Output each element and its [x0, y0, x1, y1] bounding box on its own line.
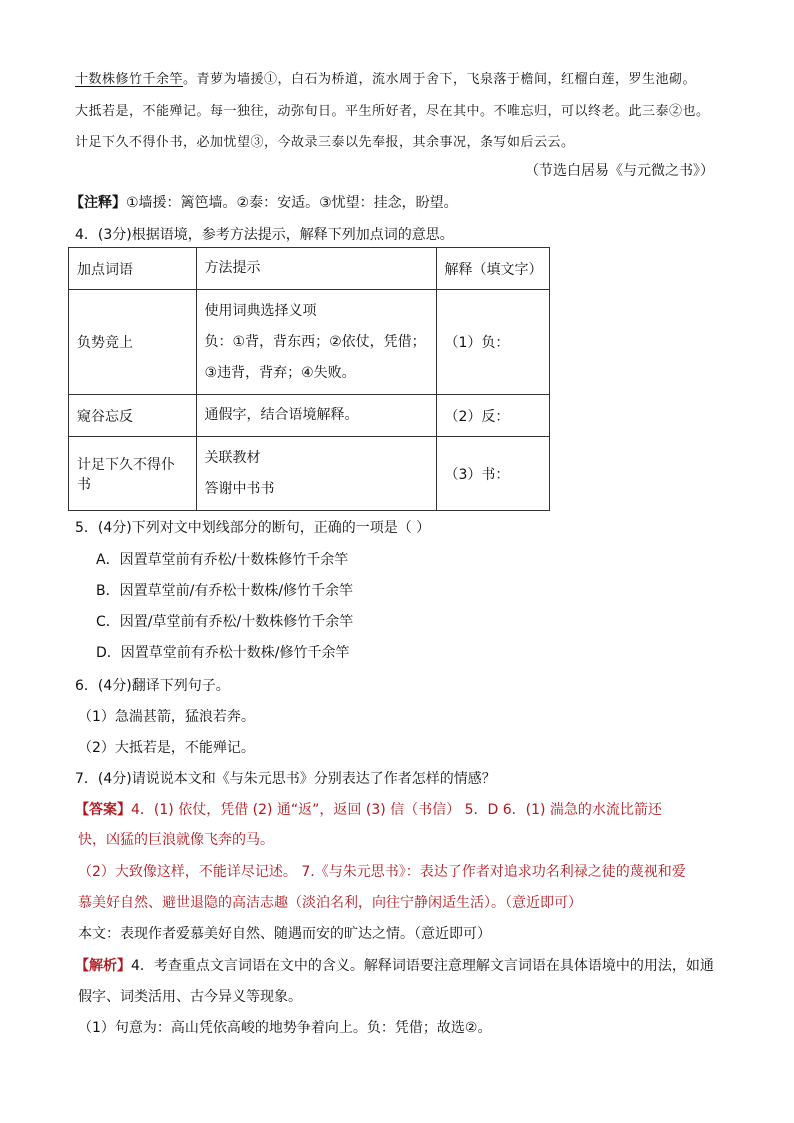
q6-item-1: （1）急湍甚箭，猛浪若奔。 [78, 709, 255, 725]
answer-text-1: 4．(1) 依仗，凭借 (2) 通“返”，返回 (3) 信（书信） 5．D 6．(1) 湍急的水流比箭还 [131, 802, 662, 818]
q4-header-word: 加点词语 [69, 248, 197, 290]
hint-line: 答谢中书书 [204, 480, 275, 497]
q4-row-2-hint [196, 395, 436, 437]
analysis-line-3: （1）句意为：高山凭依高峻的地势争着向上。负：凭借；故选②。 [78, 1020, 492, 1036]
hint-line: 使用词典选择义项 [204, 302, 317, 319]
q6-title: 6．(4分)翻译下列句子。 [75, 678, 230, 694]
notes [70, 192, 458, 212]
passage-source: （节选白居易《与元微之书》） [525, 163, 714, 179]
q4-row-3-hint [196, 437, 436, 511]
q5-option-a[interactable]: A．因置草堂前有乔松/十数株修竹千余竿 [96, 552, 349, 568]
q4-row-3-answer[interactable]: （3）书： [436, 437, 550, 511]
q4-table [68, 247, 550, 511]
q5-title: 5．(4分)下列对文中划线部分的断句，正确的一项是（ ） [75, 520, 431, 536]
q4-header-answer: 解释（填文字） [436, 248, 550, 290]
q4-header-row [69, 248, 550, 290]
hint-line: 关联教材 [204, 449, 261, 466]
q5-option-b[interactable]: B．因置草堂前/有乔松十数株/修竹千余竿 [96, 583, 354, 599]
answer-line-1 [75, 799, 662, 819]
analysis-line-2: 假字、词类活用、古今异义等现象。 [78, 989, 302, 1005]
hint-line: 通假字，结合语境解释。 [204, 407, 359, 423]
answer-line-3: （2）大致像这样，不能详尽记述。 7.《与朱元思书》：表达了作者对追求功名利禄之徒的蔑视和爱 [78, 864, 686, 880]
analysis-label: 【解析】 [75, 958, 131, 974]
q4-row-3 [69, 437, 550, 511]
answer-label: 【答案】 [75, 802, 131, 818]
q7-title: 7．(4分)请说说本文和《与朱元思书》分别表达了作者怎样的情感？ [75, 771, 496, 787]
q6-item-2: （2）大抵若是，不能殚记。 [78, 740, 255, 756]
q5-option-c[interactable]: C．因置/草堂前有乔松/十数株修竹千余竿 [96, 614, 354, 630]
analysis-text-1: 4．考查重点文言词语在文中的含义。解释词语要注意理解文言词语在具体语境中的用法，如通 [131, 958, 714, 974]
passage-line-1 [75, 68, 696, 87]
answer-line-5: 本文：表现作者爱慕美好自然、随遇而安的旷达之情。（意近即可） [78, 926, 491, 942]
passage-line-1-rest: 。青萝为墙援①，白石为桥道，流水周于舍下，飞泉落于檐间，红榴白莲，罗生池砌。 [183, 72, 697, 87]
q4-header-hint: 方法提示 [196, 248, 436, 290]
q4-row-1-hint [196, 290, 436, 395]
underlined-phrase: 十数株修竹千余竿 [75, 72, 184, 87]
q4-row-2 [69, 395, 550, 437]
q4-row-1-answer[interactable]: （1）负： [436, 290, 550, 395]
hint-line: ③违背，背弃；④失败。 [204, 364, 356, 381]
notes-label: 【注释】 [70, 195, 126, 211]
q4-row-2-answer[interactable]: （2）反： [436, 395, 550, 437]
hint-line: 负：①背，背东西；②依仗，凭借； [204, 333, 426, 350]
q4-row-1-word: 负势竞上 [69, 290, 197, 395]
q4-row-2-word: 窥谷忘反 [69, 395, 197, 437]
answer-line-4: 慕美好自然、避世退隐的高洁志趣（淡泊名利，向往宁静闲适生活）。（意近即可） [78, 895, 582, 911]
notes-text: ①墙援：篱笆墙。②泰：安适。③忧望：挂念，盼望。 [126, 195, 458, 211]
q4-title: 4．(3分)根据语境，参考方法提示，解释下列加点词的意思。 [75, 227, 454, 243]
passage-line-3: 计足下久不得仆书，必加忧望③，今故录三泰以先奉报，其余事况，条写如后云云。 [75, 135, 575, 150]
passage-line-2: 大抵若是，不能殚记。每一独往，动弥旬日。平生所好者，尽在其中。不唯忘归，可以终老。此三泰②也。 [75, 104, 710, 119]
q4-row-3-word: 计足下久不得仆书 [69, 437, 197, 511]
analysis-line-1 [75, 955, 714, 975]
q5-option-d[interactable]: D．因置草堂前有乔松十数株/修竹千余竿 [96, 645, 350, 661]
q4-row-1 [69, 290, 550, 395]
answer-line-2: 快，凶猛的巨浪就像飞奔的马。 [78, 832, 274, 848]
